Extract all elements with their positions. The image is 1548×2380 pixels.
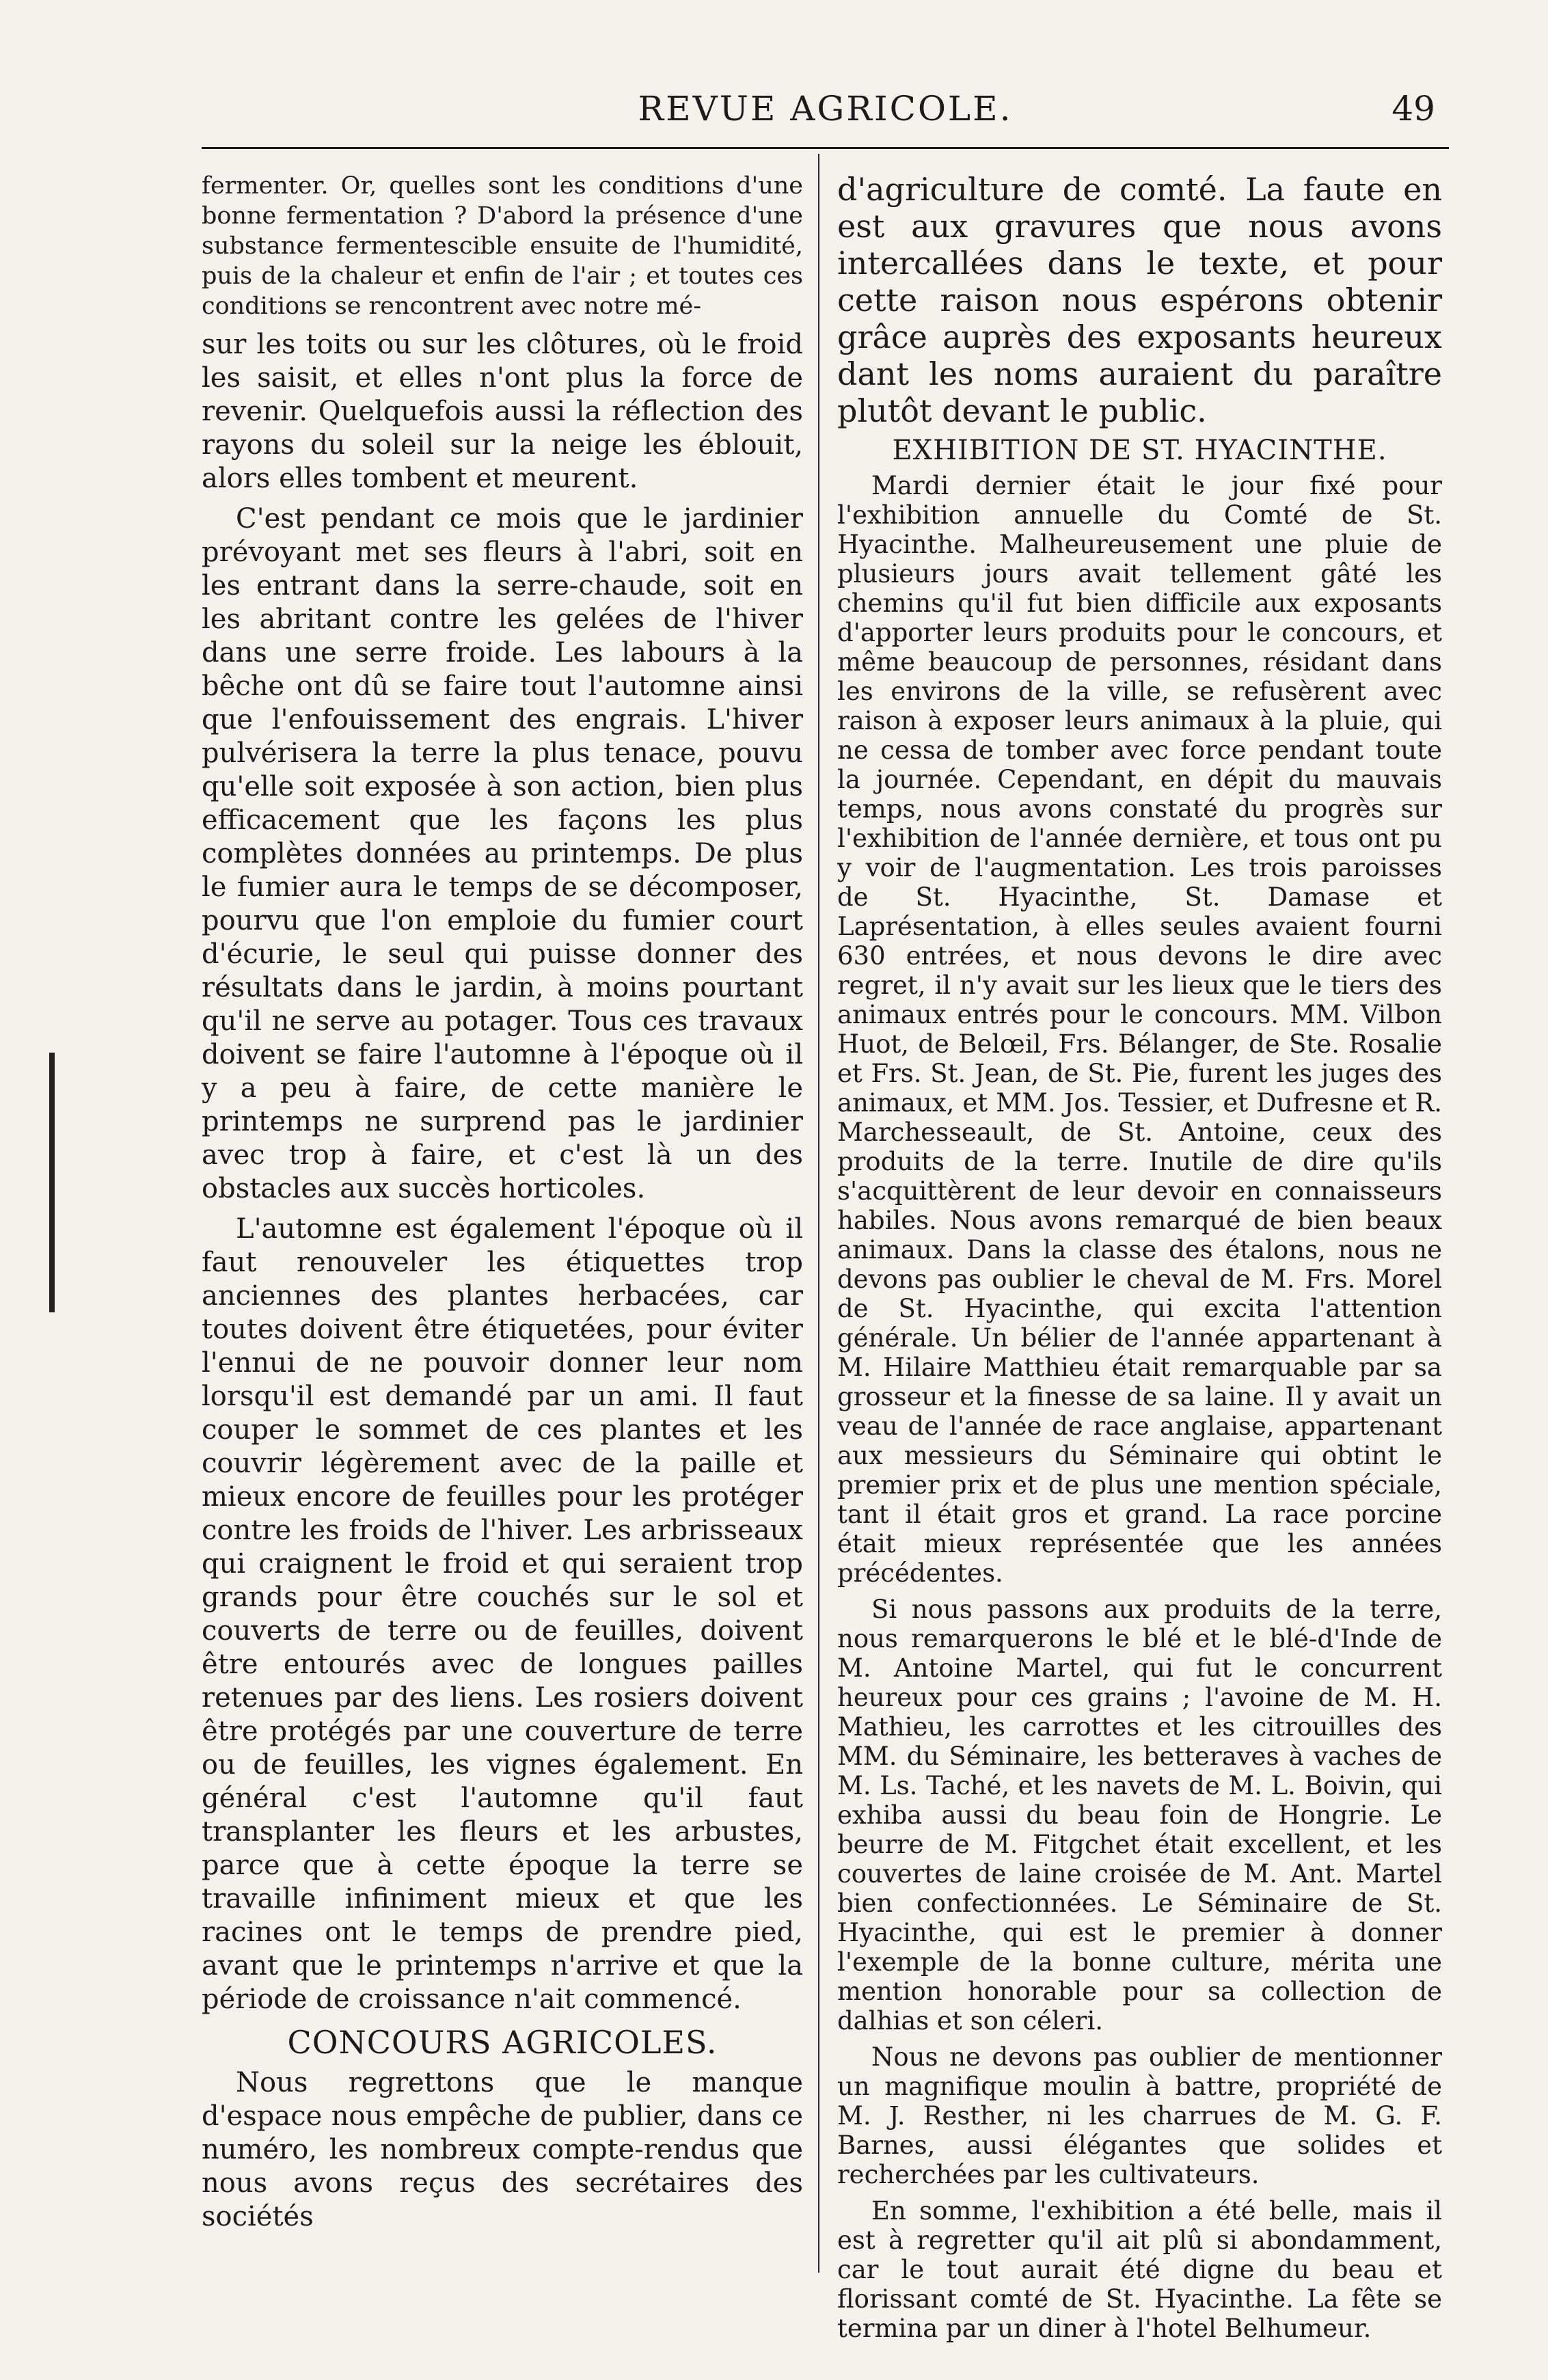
section-title: CONCOURS AGRICOLES.: [287, 2024, 718, 2061]
paragraph: Mardi dernier était le jour fixé pour l'exhibition annuelle du Comté de St. Hyacinthe. Malheureusement une pluie de plusieurs jours avait tellement gâté les chemins qu'il fut bien difficile aux exposants d'apporter leurs produits pour le concours, et même beaucoup de personnes, résidant dans les environs de la ville, se refusèrent avec raison à exposer leurs animaux à la pluie, qui ne cessa de tomber avec force pendant toute la journée. Cependant, en dépit du mauvais temps, nous avons constaté du progrès sur l'exhibition de l'année dernière, et tous ont pu y voir de l'augmentation. Les trois paroisses de St. Hyacinthe, St. Damase et Laprésentation, à elles seules avaient fourni 630 entrées, et nous devons le dire avec regret, il n'y avait sur les lieux que le tiers des animaux entrés pour le concours. MM. Vilbon Huot, de Belœil, Frs. Bélanger, de Ste. Rosalie et Frs. St. Jean, de St. Pie, furent les juges des animaux, et MM. Jos. Tessier, et Dufresne et R. Marchesseault, de St. Antoine, ceux des produits de la terre. Inutile de dire qu'ils s'acquittèrent de leur devoir en connaisseurs habiles. Nous avons remarqué de bien beaux animaux. Dans la classe des étalons, nous ne devons pas oublier le cheval de M. Frs. Morel de St. Hyacinthe, qui excita l'attention générale. Un bélier de l'année appartenant à M. Hilaire Matthieu était remarquable par sa grosseur et la finesse de sa laine. Il y avait un veau de l'année de race anglaise, appartenant aux messieurs du Séminaire qui obtint le premier prix et de plus une mention spéciale, tant il était gros et grand. La race porcine était mieux représentée que les années précédentes.: [837, 471, 1442, 1588]
page-header: [202, 82, 1449, 137]
page-number: 49: [1391, 89, 1435, 129]
paragraph: Nous ne devons pas oublier de mentionner un magnifique moulin à battre, propriété de M. J. Resther, ni les charrues de M. G. F. Barnes, aussi élégantes que solides et recherchées par les cultivateurs.: [837, 2042, 1442, 2189]
paragraph: fermenter. Or, quelles sont les conditions d'une bonne fermentation ? D'abord la présence d'une substance fermentescible ensuite de l'humidité, puis de la chaleur et enfin de l'air ; et toutes ces conditions se rencontrent avec notre mé-: [202, 172, 803, 320]
right-column: [837, 171, 1442, 2350]
paragraph: sur les toits ou sur les clôtures, où le froid les saisit, et elles n'ont plus la force de revenir. Quelquefois aussi la réflection des rayons du soleil sur la neige les éblouit, alors elles tombent et meurent.: [202, 329, 803, 494]
column-divider: [818, 154, 819, 2273]
paragraph: L'automne est également l'époque où il faut renouveler les étiquettes trop anciennes des plantes herbacées, car toutes doivent être étiquetées, pour éviter l'ennui de ne pouvoir donner leur nom lorsqu'il est demandé par un ami. Il faut couper le sommet de ces plantes et les couvrir légèrement avec de la paille et mieux encore de feuilles pour les protéger contre les froids de l'hiver. Les arbrisseaux qui craignent le froid et qui seraient trop grands pour être couchés sur le sol et couverts de terre ou de feuilles, doivent être entourés avec de longues pailles retenues par des liens. Les rosiers doivent être protégés par une couverture de terre ou de feuilles, les vignes également. En général c'est l'automne qu'il faut transplanter les fleurs et les arbustes, parce que à cette époque la terre se travaille infiniment mieux et que les racines ont le temps de prendre pied, avant que le printemps n'arrive et que la période de croissance n'ait commencé.: [202, 1213, 803, 2015]
margin-mark: [49, 1053, 55, 1312]
paragraph: Nous regrettons que le manque d'espace nous empêche de publier, dans ce numéro, les nombreux compte-rendus que nous avons reçus des secrétaires des sociétés: [202, 2067, 803, 2232]
running-title: REVUE AGRICOLE.: [638, 89, 1013, 129]
section-title: EXHIBITION DE ST. HYACINTHE.: [892, 435, 1387, 466]
left-column: [202, 171, 803, 2241]
paragraph: d'agriculture de comté. La faute en est aux gravures que nous avons intercallées dans le texte, et pour cette raison nous espérons obtenir grâce auprès des exposants heureux dant les noms auraient du paraître plutôt devant le public.: [837, 171, 1442, 429]
paragraph: C'est pendant ce mois que le jardinier prévoyant met ses fleurs à l'abri, soit en les entrant dans la serre-chaude, soit en les abritant contre les gelées de l'hiver dans une serre froide. Les labours à la bêche ont dû se faire tout l'automne ainsi que l'enfouissement des engrais. L'hiver pulvérisera la terre la plus tenace, pouvu qu'elle soit exposée à son action, bien plus efficacement que les façons les plus complètes données au printemps. De plus le fumier aura le temps de se décomposer, pourvu que l'on emploie du fumier court d'écurie, le seul qui puisse donner des résultats dans le jardin, à moins pourtant qu'il ne serve au potager. Tous ces travaux doivent se faire l'automne à l'époque où il y a peu à faire, de cette manière le printemps ne surprend pas le jardinier avec trop à faire, et c'est là un des obstacles aux succès horticoles.: [202, 503, 803, 1204]
paragraph: Si nous passons aux produits de la terre, nous remarquerons le blé et le blé-d'Inde de M. Antoine Martel, qui fut le concurrent heureux pour ces grains ; l'avoine de M. H. Mathieu, les carrottes et les citrouilles des MM. du Séminaire, les betteraves à vaches de M. Ls. Taché, et les navets de M. L. Boivin, qui exhiba aussi du beau foin de Hongrie. Le beurre de M. Fitgchet était excellent, et les couvertes de laine croisée de M. Ant. Martel bien confectionnées. Le Séminaire de St. Hyacinthe, qui est le premier à donner l'exemple de la bonne culture, mérita une mention honorable pour sa collection de dalhias et son céleri.: [837, 1595, 1442, 2036]
paragraph: En somme, l'exhibition a été belle, mais il est à regretter qu'il ait plû si abondamment, car le tout aurait été digne du beau et florissant comté de St. Hyacinthe. La fête se termina par un diner à l'hotel Belhumeur.: [837, 2196, 1442, 2343]
header-rule: [202, 147, 1449, 149]
